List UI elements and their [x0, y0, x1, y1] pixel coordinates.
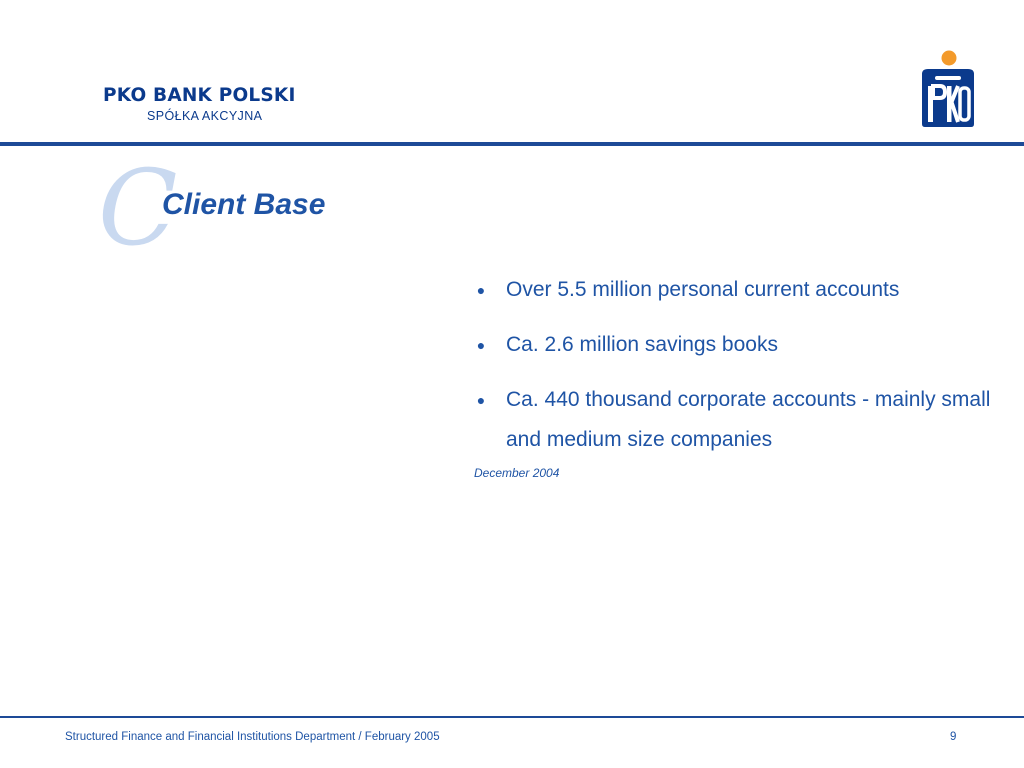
bank-name: PKO BANK POLSKI — [103, 85, 296, 106]
date-note: December 2004 — [474, 466, 560, 480]
pko-logo-icon — [918, 50, 978, 130]
footer-divider — [0, 716, 1024, 718]
bullet-icon: ● — [476, 282, 486, 298]
bullet-list — [474, 270, 1004, 475]
bank-subtitle: SPÓŁKA AKCYJNA — [147, 109, 263, 123]
list-item — [474, 270, 1004, 310]
list-item — [474, 380, 1004, 460]
list-item — [474, 325, 1004, 365]
page-number: 9 — [950, 731, 957, 743]
bullet-text: Ca. 440 thousand corporate accounts - mainly small and medium size companies — [506, 388, 991, 451]
bullet-text: Ca. 2.6 million savings books — [506, 333, 778, 356]
slide-title: Client Base — [162, 188, 326, 221]
bullet-icon: ● — [476, 392, 486, 408]
bullet-icon: ● — [476, 337, 486, 353]
header-divider — [0, 142, 1024, 146]
bullet-text: Over 5.5 million personal current accounts — [506, 278, 900, 301]
decorative-c-text: C — [98, 162, 178, 258]
footer-department: Structured Finance and Financial Institutions Department / February 2005 — [65, 731, 440, 743]
